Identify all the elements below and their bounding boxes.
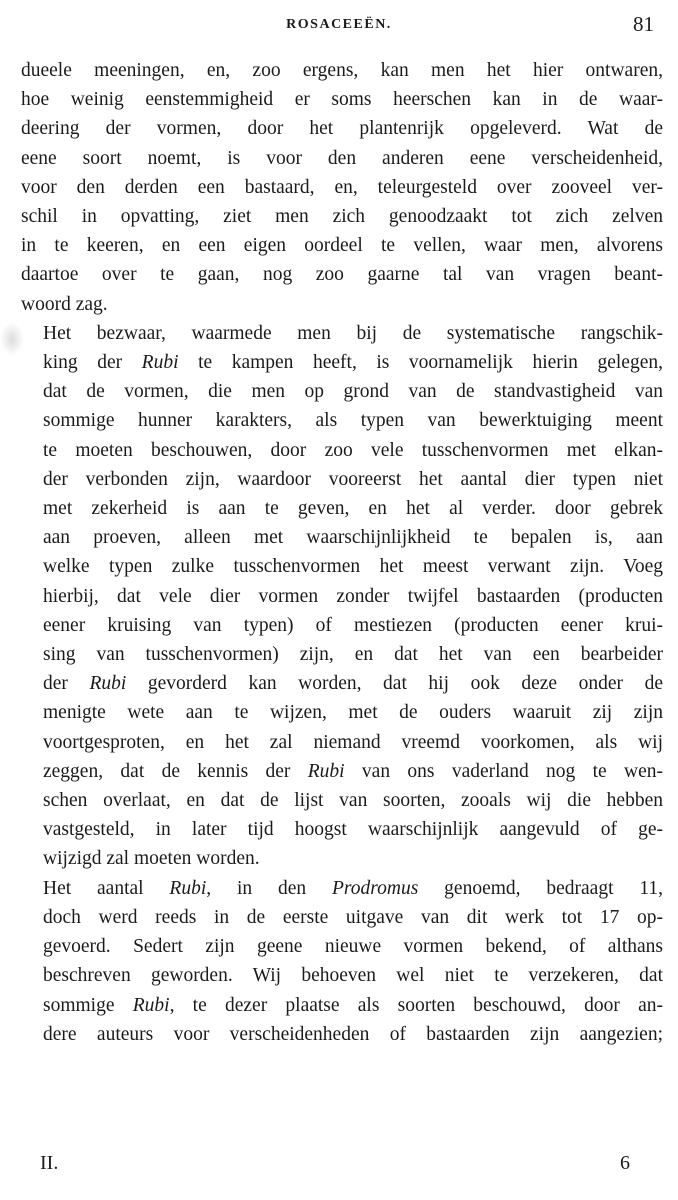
text-line: welke typen zulke tusschenvormen het meest verwant zijn. Voeg: [43, 556, 663, 578]
text-line: beschreven geworden. Wij behoeven wel niet te verzekeren, dat: [43, 965, 663, 987]
text-line: hoe weinig eenstemmigheid er soms heerschen kan in de waar-: [21, 89, 663, 111]
text-line: woord zag.: [21, 293, 108, 315]
running-title: ROSACEEËN.: [286, 17, 392, 32]
text-line: der Rubi gevorderd kan worden, dat hij ook deze onder de: [43, 673, 663, 695]
paragraph: [21, 874, 663, 1049]
italic-term: Prodromus: [332, 877, 419, 899]
text-line: hierbij, dat vele dier vormen zonder twijfel bastaarden (producten: [43, 585, 663, 607]
text-line: sommige hunner karakters, als typen van bewerktuiging meent: [43, 410, 663, 432]
text-line: gevoerd. Sedert zijn geene nieuwe vormen bekend, of althans: [43, 936, 663, 958]
text-line: sommige Rubi, te dezer plaatse als soorten beschouwd, door an-: [43, 994, 663, 1016]
sheet-number: 6: [620, 1152, 630, 1174]
paragraph: [21, 56, 663, 319]
paragraph: [21, 319, 663, 874]
body-text: [21, 56, 663, 1049]
page-number: 81: [633, 12, 654, 36]
running-header: [0, 0, 678, 50]
page-footer: [0, 1150, 678, 1190]
text-line: king der Rubi te kampen heeft, is voornamelijk hierin gelegen,: [43, 352, 663, 374]
text-line: vastgesteld, in later tijd hoogst waarschijnlijk aangevuld of ge-: [43, 819, 663, 841]
text-line: in te keeren, en een eigen oordeel te vellen, waar men, alvorens: [21, 235, 663, 257]
text-line: te moeten beschouwen, door zoo vele tusschenvormen met elkan-: [43, 439, 663, 461]
text-line: dueele meeningen, en, zoo ergens, kan men het hier ontwaren,: [21, 60, 663, 81]
text-line: met zekerheid is aan te geven, en het al verder. door gebrek: [43, 498, 663, 520]
text-line: zeggen, dat de kennis der Rubi van ons vaderland nog te wen-: [43, 760, 663, 782]
text-line: dat de vormen, die men op grond van de standvastigheid van: [43, 381, 663, 403]
text-line: daartoe over te gaan, nog zoo gaarne tal van vragen beant-: [21, 264, 663, 286]
text-line: deering der vormen, door het plantenrijk opgeleverd. Wat de: [21, 118, 663, 140]
italic-term: Rubi: [169, 877, 207, 899]
text-line: wijzigd zal moeten worden.: [43, 848, 260, 870]
text-line: sing van tusschenvormen) zijn, en dat het van een bearbeider: [43, 644, 663, 666]
text-line: eene soort noemt, is voor den anderen eene verscheidenheid,: [21, 147, 663, 169]
text-line: Het aantal Rubi, in den Prodromus genoemd, bedraagt 11,: [43, 877, 663, 899]
text-line: voor den derden een bastaard, en, teleurgesteld over zooveel ver-: [21, 176, 663, 198]
text-line: der verbonden zijn, waardoor vooreerst het aantal dier typen niet: [43, 468, 663, 490]
italic-term: Rubi: [307, 760, 345, 782]
italic-term: Rubi: [141, 352, 179, 374]
text-line: eener kruising van typen) of mestiezen (producten eener krui-: [43, 614, 663, 636]
text-line: schen overlaat, en dat de lijst van soorten, zooals wij die hebben: [43, 790, 663, 812]
italic-term: Rubi: [89, 673, 127, 695]
text-line: Het bezwaar, waarmede men bij de systematische rangschik-: [43, 322, 663, 344]
text-line: voortgesproten, en het zal niemand vreemd voorkomen, als wij: [43, 731, 663, 753]
text-line: aan proeven, alleen met waarschijnlijkheid te bepalen is, aan: [43, 527, 663, 549]
text-line: dere auteurs voor verscheidenheden of bastaarden zijn aangezien;: [43, 1023, 663, 1045]
italic-term: Rubi: [132, 994, 170, 1016]
text-line: schil in opvatting, ziet men zich genoodzaakt tot zich zelven: [21, 206, 663, 228]
text-line: menigte wete aan te wijzen, met de ouders waaruit zij zijn: [43, 702, 663, 724]
text-line: doch werd reeds in de eerste uitgave van dit werk tot 17 op-: [43, 906, 663, 928]
signature-mark: II.: [40, 1152, 59, 1174]
